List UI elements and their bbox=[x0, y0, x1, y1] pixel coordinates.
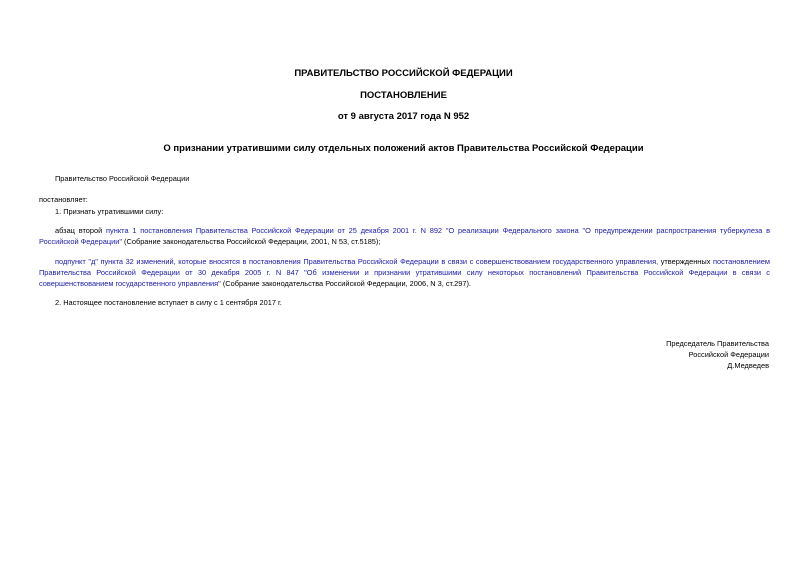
document-title: О признании утратившими силу отдельных положений актов Правительства Российской Федерации bbox=[163, 143, 644, 154]
paragraph-1 bbox=[39, 225, 770, 247]
item-1: 1. Признать утратившими силу: bbox=[55, 207, 164, 216]
paragraph-1-suffix: (Собрание законодательства Российской Федерации, 2001, N 53, ст.5185); bbox=[122, 237, 381, 246]
decides-text: постановляет: bbox=[39, 195, 88, 204]
signature-name: Д.Медведев bbox=[727, 361, 769, 370]
document-type: ПОСТАНОВЛЕНИЕ bbox=[360, 90, 447, 101]
signature-org: Российской Федерации bbox=[688, 350, 769, 359]
paragraph-2 bbox=[39, 256, 770, 289]
paragraph-2-middle: утвержденных bbox=[658, 257, 713, 266]
government-heading: ПРАВИТЕЛЬСТВО РОССИЙСКОЙ ФЕДЕРАЦИИ bbox=[294, 68, 513, 79]
paragraph-1-prefix: абзац второй bbox=[55, 226, 107, 235]
paragraph-2-suffix: (Собрание законодательства Российской Федерации, 2006, N 3, ст.297). bbox=[220, 279, 471, 288]
paragraph-2-link-2[interactable]: постановлением Правительства Российской Федерации от 30 декабря 2005 г. N 847 "Об изменении и признании утратившими силу некоторых постановлений Правительства Российской Федерации в связи с совершенствованием государственного управления" bbox=[39, 257, 770, 288]
paragraph-2-link-1[interactable]: подпункт "д" пункта 32 изменений, которые вносятся в постановления Правительства Российской Федерации в связи с совершенствованием государственного управления, bbox=[55, 257, 659, 266]
signature-title: Председатель Правительства bbox=[666, 339, 769, 348]
item-2: 2. Настоящее постановление вступает в силу с 1 сентября 2017 г. bbox=[55, 298, 282, 307]
date-number: от 9 августа 2017 года N 952 bbox=[337, 111, 470, 122]
paragraph-1-link[interactable]: пункта 1 постановления Правительства Российской Федерации от 25 декабря 2001 г. N 892 "О реализации Федерального закона "О предупреждении распространения туберкулеза в Российской Федерации" bbox=[39, 226, 770, 246]
subject-text: Правительство Российской Федерации bbox=[55, 174, 190, 183]
